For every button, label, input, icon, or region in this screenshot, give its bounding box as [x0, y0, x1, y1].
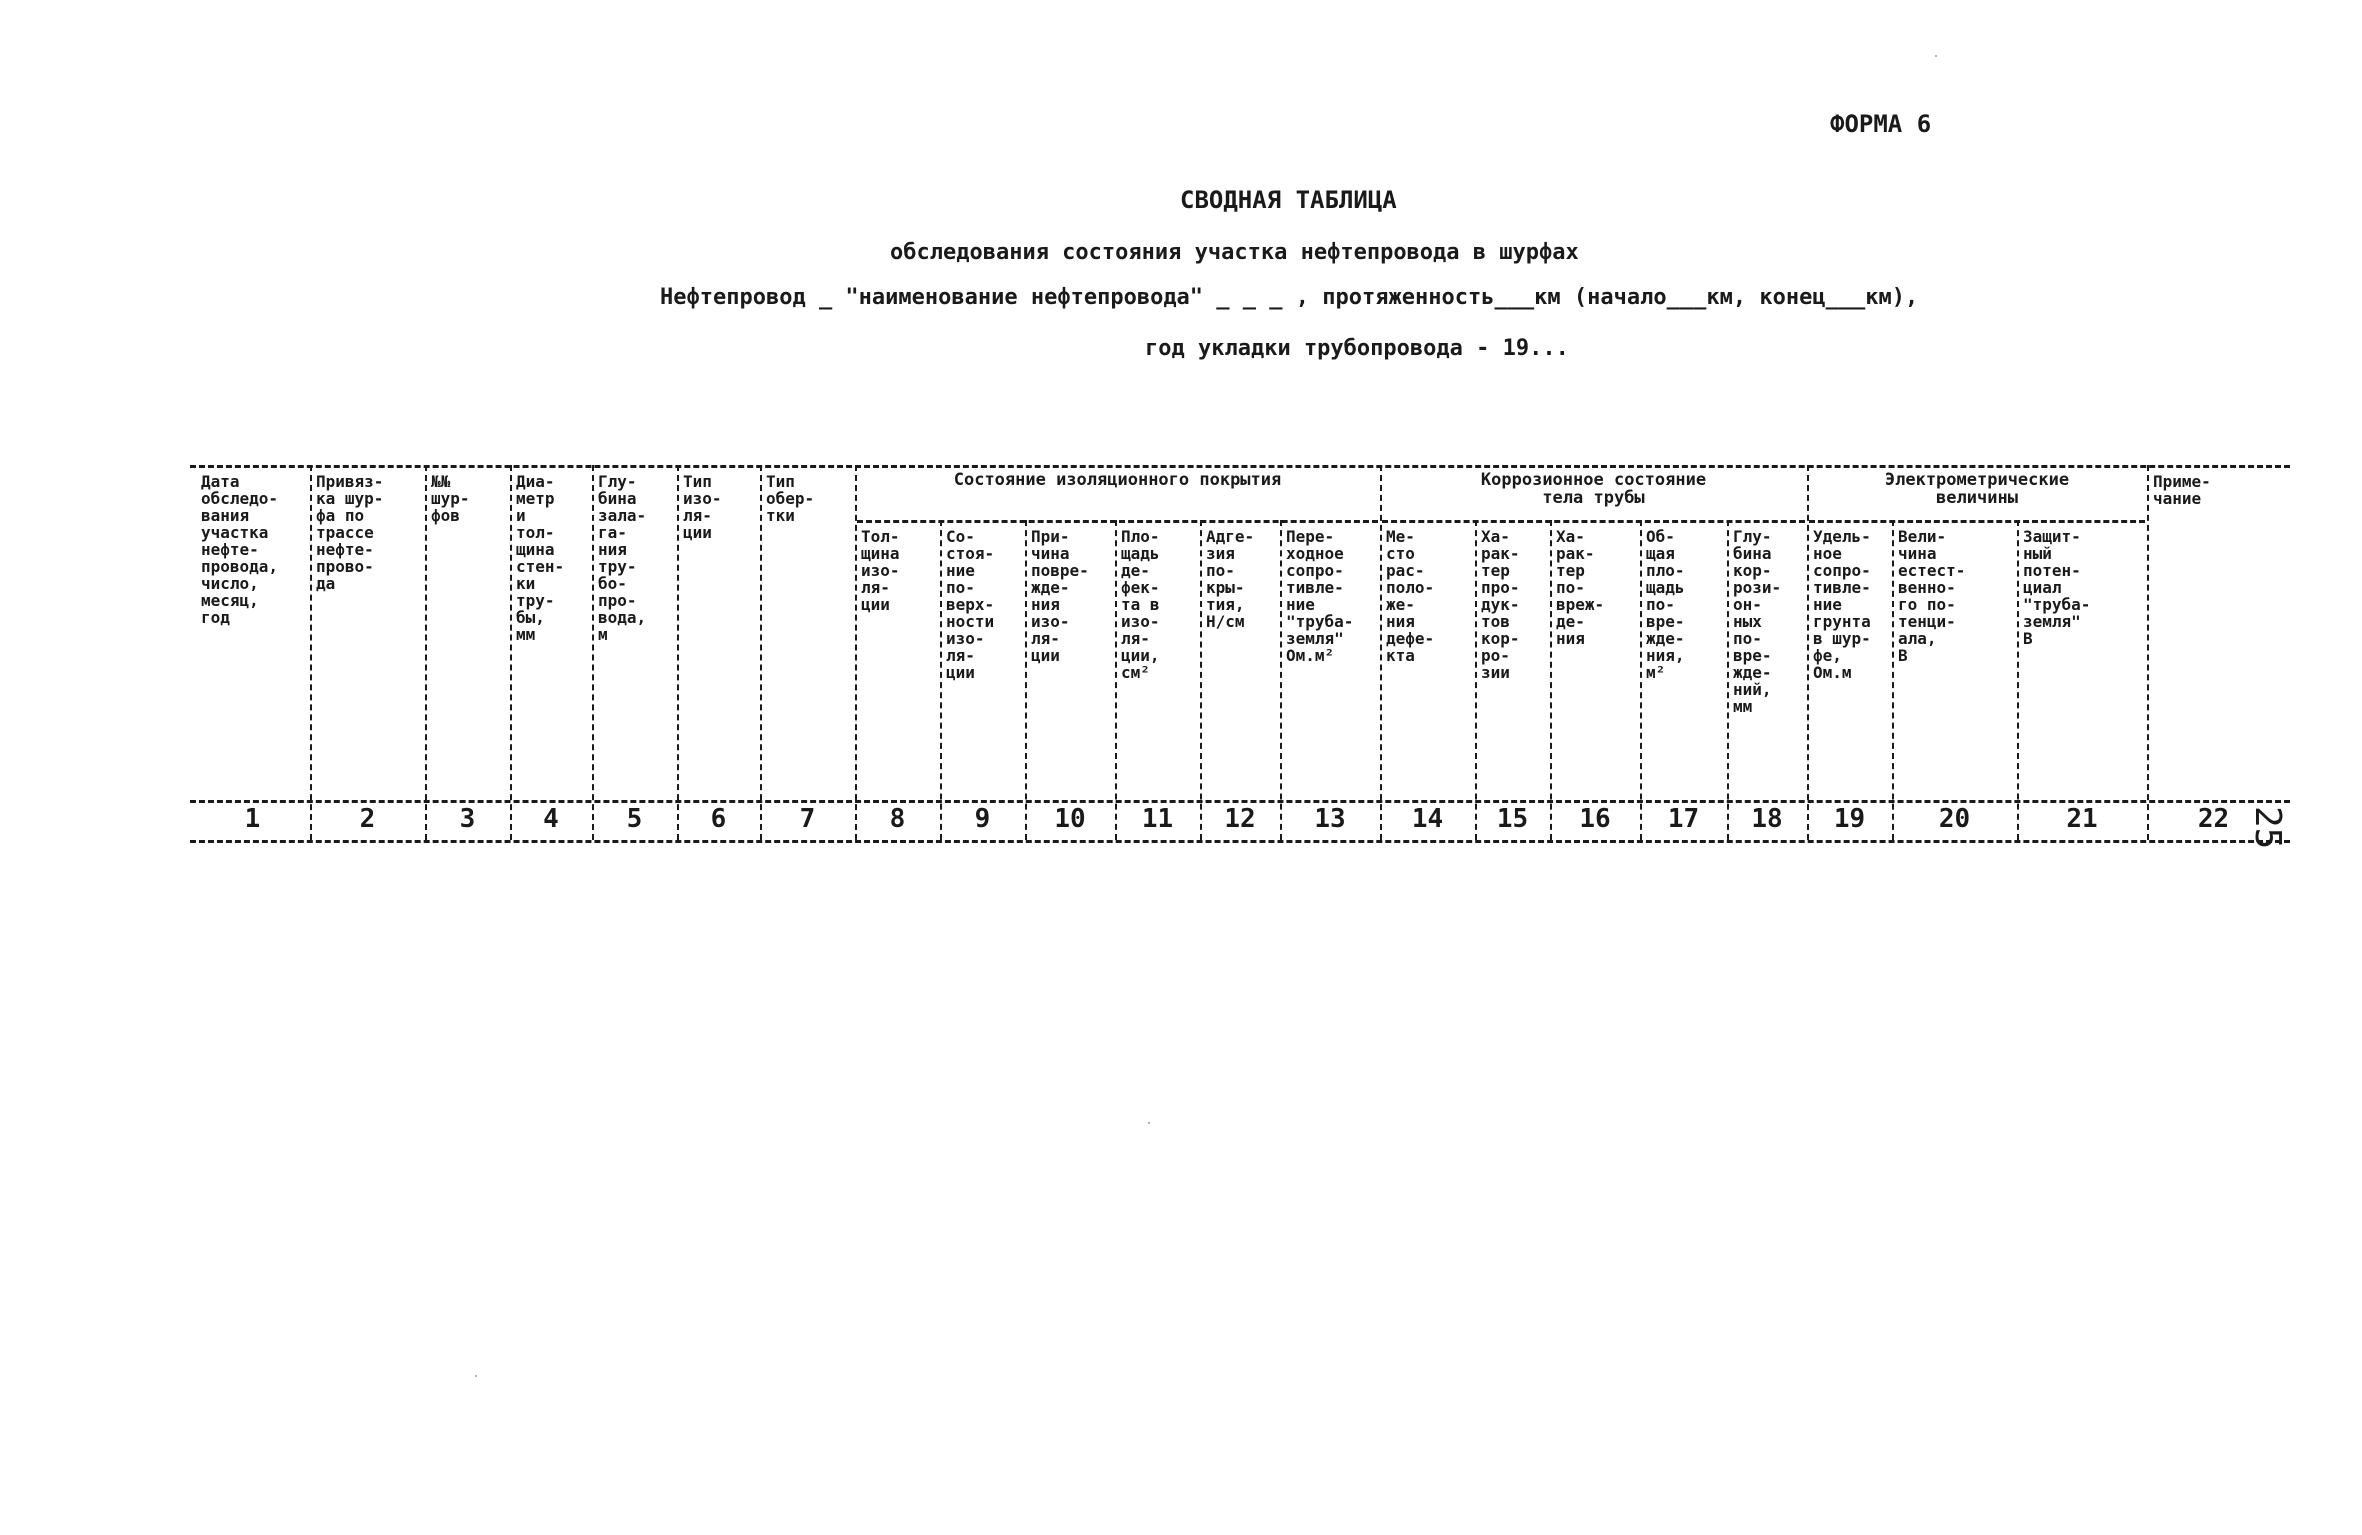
column-divider: [1475, 520, 1477, 840]
column-number-2: 2: [359, 804, 376, 834]
scan-speck: [1935, 55, 1937, 57]
column-header-22: Приме- чание: [2153, 472, 2211, 508]
column-header-3: №№ шур- фов: [431, 472, 470, 525]
column-number-12: 12: [1224, 804, 1256, 834]
column-divider: [1892, 520, 1894, 840]
column-header-2: Привяз- ка шур- фа по трассе нефте- прово- да: [316, 472, 384, 593]
column-header-4: Диа- метр и тол- щина стен- ки тру- бы, мм: [516, 472, 565, 644]
column-number-5: 5: [626, 804, 643, 834]
laying-year-line: год укладки трубопровода - 19...: [1145, 336, 1569, 361]
column-divider: [677, 465, 679, 840]
column-header-13: Пере- ходное сопро- тивле- ние "труба- земля" Ом.м²: [1286, 527, 1354, 665]
column-divider: [1807, 465, 1809, 840]
column-divider: [1200, 520, 1202, 840]
group-divider-rule: [857, 520, 1378, 523]
column-divider: [940, 520, 942, 840]
column-number-4: 4: [543, 804, 559, 834]
column-header-8: Тол- щина изо- ля- ции: [861, 527, 900, 614]
column-number-14: 14: [1411, 804, 1444, 834]
column-divider: [760, 465, 762, 840]
column-divider: [1115, 520, 1117, 840]
column-divider: [1550, 520, 1552, 840]
column-number-3: 3: [459, 804, 476, 834]
table-top-rule: [190, 465, 2290, 468]
column-number-11: 11: [1141, 804, 1174, 834]
column-number-9: 9: [974, 804, 991, 834]
column-header-12: Адге- зия по- кры- тия, Н/см: [1206, 527, 1255, 631]
column-number-7: 7: [799, 804, 816, 834]
column-number-top-rule: [190, 800, 2290, 803]
column-number-20: 20: [1938, 804, 1971, 834]
column-number-1: 1: [244, 804, 261, 834]
column-header-1: Дата обследо- вания участка нефте- провода, число, месяц, год: [201, 472, 279, 627]
scan-speck: [475, 1375, 477, 1377]
column-number-6: 6: [710, 804, 727, 834]
column-header-15: Ха- рак- тер про- дук- тов кор- ро- зии: [1481, 527, 1520, 682]
column-group-header: Состояние изоляционного покрытия: [953, 470, 1282, 490]
pipeline-info-line: Нефтепровод _ "наименование нефтепровода" _ _ _ , протяженность___км (начало___км, конец___км),: [660, 285, 1919, 310]
column-divider: [592, 465, 594, 840]
column-divider: [1380, 465, 1382, 840]
column-header-10: При- чина повре- жде- ния изо- ля- ции: [1031, 527, 1089, 665]
column-header-20: Вели- чина естест- венно- го по- тенци- ала, В: [1898, 527, 1966, 665]
form-label: ФОРМА 6: [1830, 110, 1932, 138]
column-header-16: Ха- рак- тер по- вреж- де- ния: [1556, 527, 1605, 648]
column-number-17: 17: [1667, 804, 1700, 834]
column-header-19: Удель- ное сопро- тивле- ние грунта в шур- фе, Ом.м: [1813, 527, 1871, 682]
column-header-17: Об- щая пло- щадь по- вре- жде- ния, м²: [1646, 527, 1685, 682]
column-number-16: 16: [1579, 804, 1611, 834]
column-number-18: 18: [1751, 804, 1783, 834]
group-divider-rule: [1382, 520, 1805, 523]
column-header-14: Ме- сто рас- поло- же- ния дефе- кта: [1386, 527, 1435, 665]
column-header-6: Тип изо- ля- ции: [683, 472, 722, 542]
group-divider-rule: [1809, 520, 2145, 523]
column-group-header: Электрометрические величины: [1884, 470, 2070, 508]
column-number-22: 22: [2197, 804, 2230, 834]
column-divider: [855, 465, 857, 840]
column-divider: [1025, 520, 1027, 840]
column-number-10: 10: [1054, 804, 1086, 834]
column-divider: [425, 465, 427, 840]
column-divider: [310, 465, 312, 840]
document-subtitle: обследования состояния участка нефтепровода в шурфах: [890, 240, 1579, 265]
column-divider: [1727, 520, 1729, 840]
column-divider: [1640, 520, 1642, 840]
column-header-18: Глу- бина кор- рози- он- ных по- вре- жде- ний, мм: [1733, 527, 1782, 716]
column-divider: [2017, 520, 2019, 840]
column-header-9: Со- стоя- ние по- верх- ности изо- ля- ции: [946, 527, 995, 682]
column-header-11: Пло- щадь де- фек- та в изо- ля- ции, см²: [1121, 527, 1160, 682]
column-header-7: Тип обер- тки: [766, 472, 815, 525]
column-divider: [510, 465, 512, 840]
column-divider: [1280, 520, 1282, 840]
table-bottom-rule: [190, 840, 2290, 843]
column-number-15: 15: [1496, 804, 1529, 834]
column-header-21: Защит- ный потен- циал "труба- земля" В: [2023, 527, 2091, 648]
scan-speck: [1148, 1122, 1150, 1124]
column-number-21: 21: [2066, 804, 2098, 834]
column-number-8: 8: [889, 804, 906, 834]
document-title: СВОДНАЯ ТАБЛИЦА: [1180, 186, 1397, 214]
column-number-19: 19: [1833, 804, 1866, 834]
column-number-13: 13: [1314, 804, 1346, 834]
column-divider: [2147, 465, 2149, 840]
page-number: 25: [2247, 806, 2288, 850]
column-group-header: Коррозионное состояние тела трубы: [1480, 470, 1707, 508]
column-header-5: Глу- бина зала- га- ния тру- бо- про- вода, м: [598, 472, 647, 644]
